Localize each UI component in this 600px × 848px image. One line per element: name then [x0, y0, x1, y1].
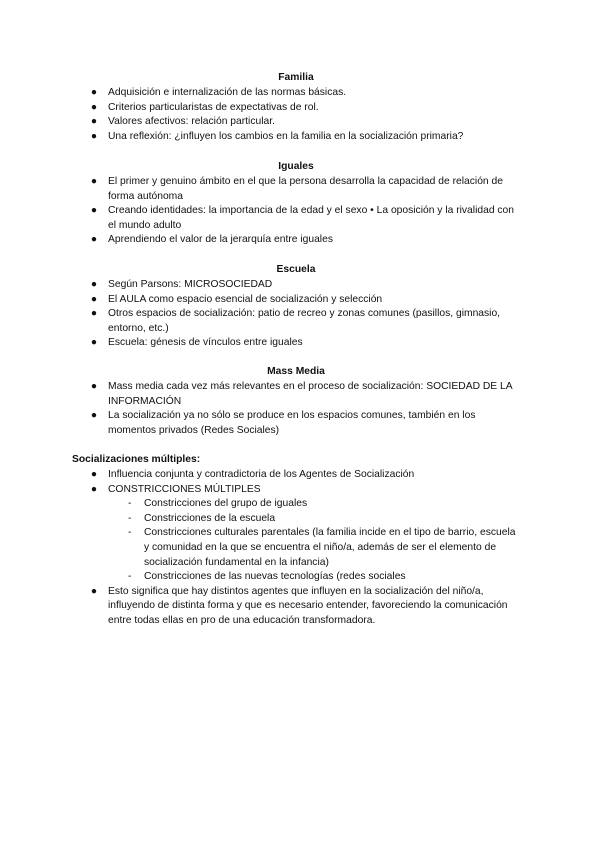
dash-icon: - [128, 498, 132, 510]
bullet-list [72, 86, 520, 144]
bullet-icon: ● [90, 87, 98, 98]
list-item: ● Esto significa que hay distintos agentes que influyen en la socialización del niño/a, influyendo de distinta forma y que es necesario entender, favoreciendo la comunicación entre todas ellas en pro de una educación transformadora. [90, 585, 508, 626]
list-item: ● Una reflexión: ¿influyen los cambios en la familia en la socialización primaria? [72, 130, 520, 145]
section-heading: Escuela [276, 264, 316, 275]
bullet-list [72, 585, 520, 629]
list-item: ● El primer y genuino ámbito en el que la persona desarrolla la capacidad de relación de forma autónoma [90, 176, 503, 202]
bullet-icon: ● [90, 308, 98, 320]
bullet-icon: ● [90, 116, 98, 128]
list-item: ● Adquisición e internalización de las normas básicas. [72, 86, 520, 101]
bullet-list [72, 175, 520, 248]
list-item: ● Mass media cada vez más relevantes en el proceso de socialización: SOCIEDAD DE LA INFORMACIÓN [90, 381, 513, 407]
bullet-icon: ● [90, 381, 98, 392]
list-item: ● El AULA como espacio esencial de socialización y selección [72, 293, 520, 308]
bullet-icon: ● [90, 337, 98, 349]
bullet-list [72, 468, 520, 497]
list-item: ● La socialización ya no sólo se produce en los espacios comunes, también en los momentos privados (Redes Sociales) [90, 410, 476, 436]
list-item: ● Criterios particularistas de expectativas de rol. [72, 101, 520, 116]
section-mass-media [72, 365, 520, 438]
bullet-icon: ● [90, 101, 98, 113]
bullet-icon: ● [90, 205, 98, 217]
section-iguales [72, 160, 520, 248]
list-item: ● Aprendiendo el valor de la jerarquía entre iguales [72, 233, 520, 248]
bullet-icon: ● [90, 130, 98, 142]
list-item: ● Creando identidades: la importancia de la edad y el sexo • La oposición y la rivalidad con el mundo adulto [90, 205, 515, 231]
bullet-icon: ● [90, 469, 98, 480]
bullet-icon: ● [90, 279, 98, 290]
list-item: ● Según Parsons: MICROSOCIEDAD [72, 278, 520, 293]
list-item: ● Otros espacios de socialización: patio de recreo y zonas comunes (pasillos, gimnasio, entorno, etc.) [90, 308, 501, 334]
section-heading: Mass Media [267, 366, 325, 377]
bullet-icon: ● [90, 483, 98, 495]
section-heading: Iguales [278, 161, 314, 172]
bullet-icon: ● [90, 176, 98, 187]
dash-icon: - [128, 571, 132, 583]
sub-list-item: - Constricciones del grupo de iguales [72, 497, 520, 512]
section-familia [72, 71, 520, 144]
sub-list-item: - Constricciones culturales parentales (la familia incide en el tipo de barrio, escuela y comunidad en la que se encuentra el niño/a, además de ser el elemento de socialización fundamental en la infancia) [128, 527, 516, 568]
dash-icon: - [128, 512, 132, 524]
sub-list-item: - Constricciones de la escuela [72, 512, 520, 527]
bullet-icon: ● [90, 234, 98, 246]
bullet-icon: ● [90, 585, 98, 597]
list-item: ● Valores afectivos: relación particular. [72, 115, 520, 130]
sub-list-item: - Constricciones de las nuevas tecnologías (redes sociales [72, 570, 520, 585]
section-heading: Socializaciones múltiples: [72, 454, 201, 465]
bullet-icon: ● [90, 293, 98, 305]
section-socializaciones-multiples [72, 453, 520, 629]
dash-icon: - [128, 527, 132, 539]
list-item: ● Influencia conjunta y contradictoria de los Agentes de Socialización [72, 468, 520, 483]
bullet-icon: ● [90, 410, 98, 422]
sub-list [72, 497, 520, 585]
list-item: ● CONSTRICCIONES MÚLTIPLES [72, 483, 520, 498]
list-item: ● Escuela: génesis de vínculos entre iguales [72, 336, 520, 351]
bullet-list [72, 278, 520, 351]
section-escuela [72, 263, 520, 351]
section-heading: Familia [278, 72, 314, 83]
bullet-list [72, 380, 520, 438]
